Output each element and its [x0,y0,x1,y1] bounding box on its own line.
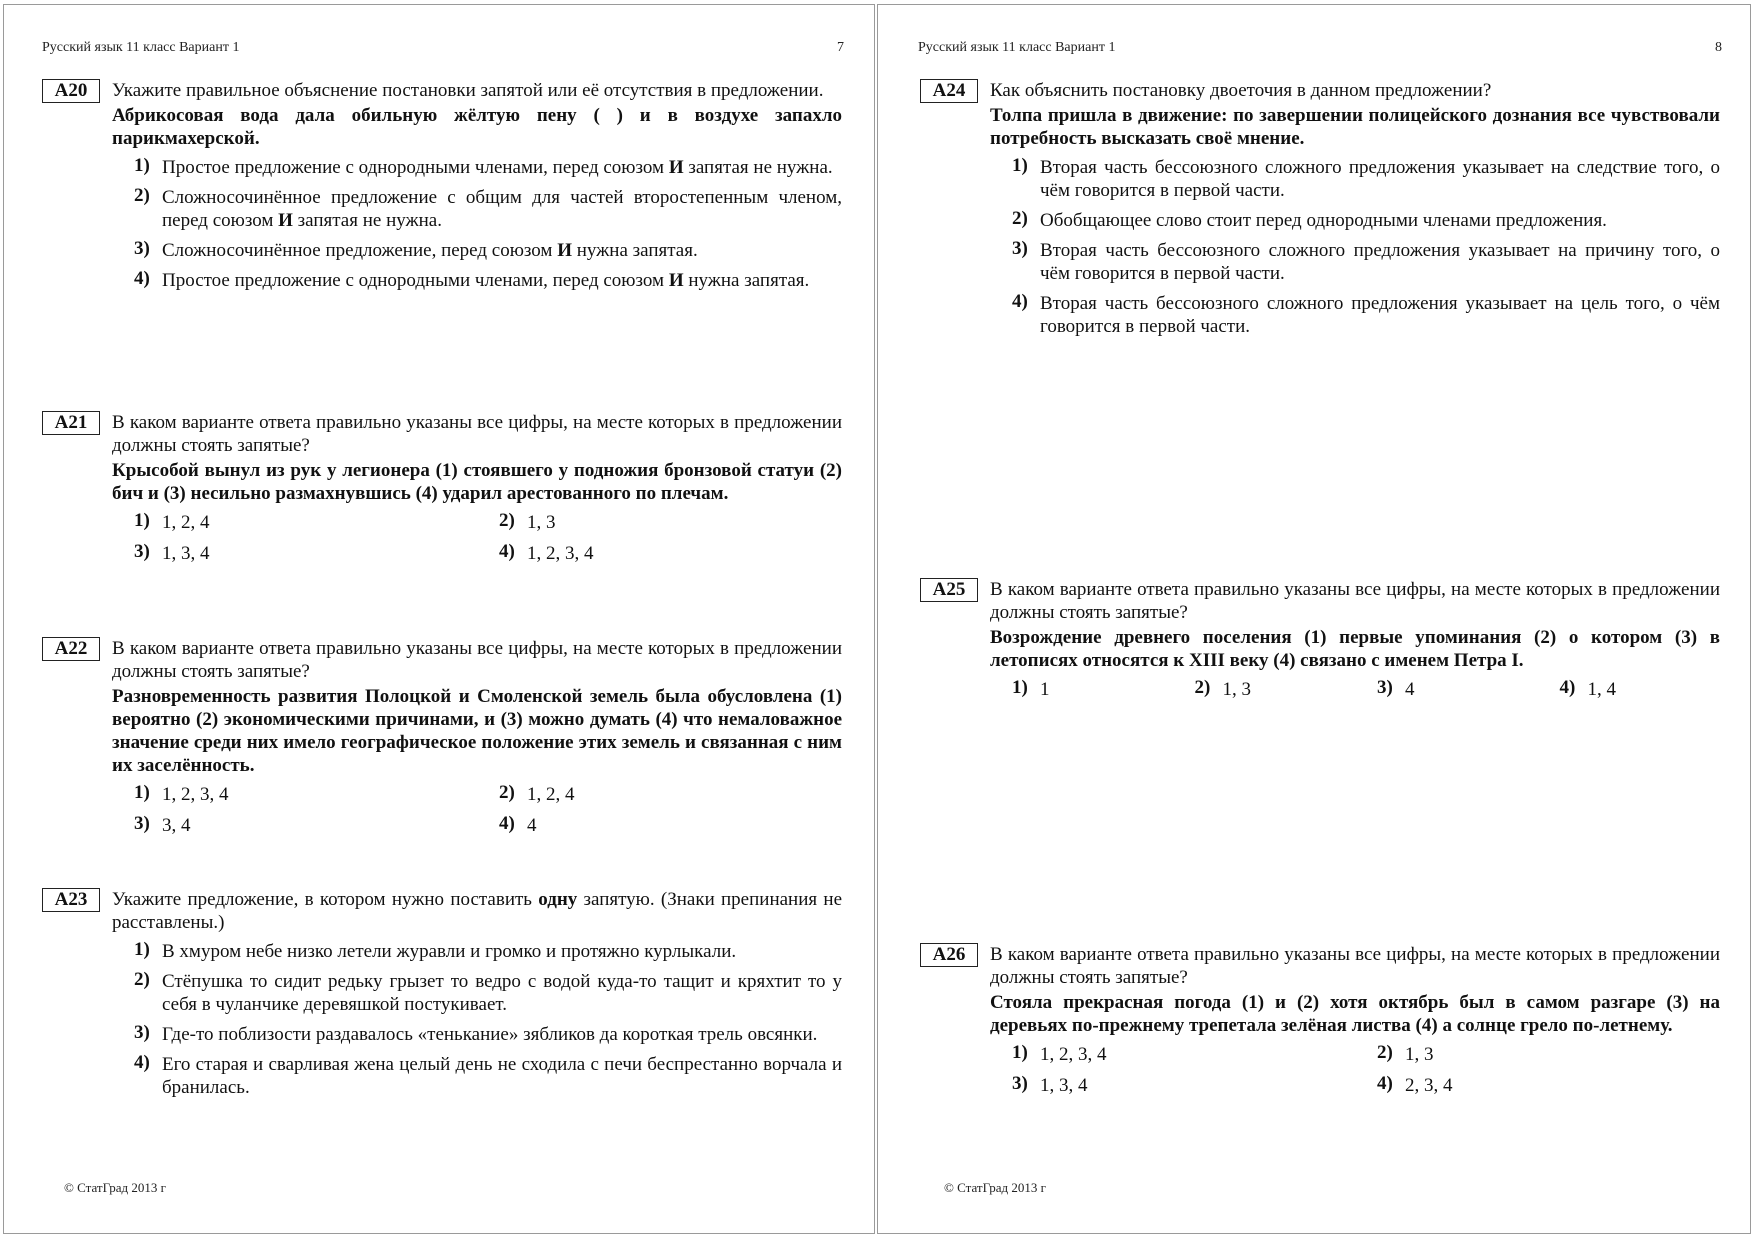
option-number: 1) [134,510,150,531]
question-prompt: Укажите правильное объяснение постановки запятой или её отсутствия в предложении. [112,80,824,101]
option-number: 2) [1012,208,1028,229]
option-text: 1, 3, 4 [1040,1075,1088,1096]
answer-options [990,1043,1720,1105]
answer-options [112,940,842,1099]
answer-option[interactable] [112,814,477,837]
option-text: Простое предложение с однородными членами, перед союзом [162,270,669,291]
option-number: 3) [134,541,150,562]
answer-option[interactable] [1355,678,1538,701]
option-number: 4) [1559,677,1576,698]
option-number: 4) [499,541,515,562]
answer-option[interactable] [1355,1074,1720,1097]
answer-option[interactable] [1173,678,1356,701]
option-number: 4) [499,813,515,834]
page-footer: © СтатГрад 2013 г [944,1180,1046,1195]
question-sentence: Разновременность развития Полоцкой и Смоленской земель была обусловлена (1) вероятно (2) экономическими причинами, и (3) можно думать (4) что немаловажное значение среди них имело географическое положение этих земель и связанная с ним их заселённость. [112,686,842,776]
option-number: 3) [134,238,150,259]
answer-option[interactable] [990,678,1173,701]
option-number: 2) [499,510,515,531]
option-number: 2) [499,782,515,803]
page-header: Русский язык 11 класс Вариант 1 [918,40,1116,55]
option-keyword: И [278,210,293,231]
option-text: 1, 4 [1587,679,1616,700]
option-text: запятая не нужна. [292,210,442,231]
question-sentence: Крысобой вынул из рук у легионера (1) стоявшего у подножия бронзовой статуи (2) бич и (3) несильно размахнувшись (4) ударил арестованного по плечам. [112,460,842,504]
page-left [3,4,875,1234]
option-number: 4) [134,1052,150,1073]
option-keyword: И [668,157,684,178]
question-body [990,943,1720,1105]
answer-option[interactable] [112,269,842,292]
answer-option[interactable] [112,186,842,232]
option-text: нужна запятая. [683,270,810,291]
answer-option[interactable] [112,970,842,1016]
option-text: Стёпушка то сидит редьку грызет то ведро с водой куда-то тащит и кряхтит то у себя в чуланчике деревяшкой постукивает. [162,971,842,1015]
answer-options [112,511,842,573]
question-body [112,637,842,845]
option-text: Его старая и сварливая жена целый день не сходила с печи беспрестанно ворчала и бранилась. [162,1054,842,1098]
option-text: Вторая часть бессоюзного сложного предложения указывает на следствие того, о чём говорится в первой части. [1040,157,1720,201]
question-label: А22 [42,637,100,661]
page-footer: © СтатГрад 2013 г [64,1180,166,1195]
option-text: Простое предложение с однородными членами, перед союзом [162,157,669,178]
question-sentence: Абрикосовая вода дала обильную жёлтую пену ( ) и в воздухе запахло парикмахерской. [112,105,842,149]
page-right [877,4,1751,1234]
answer-option[interactable] [990,1074,1355,1097]
page-header: Русский язык 11 класс Вариант 1 [42,40,240,55]
question-prompt: В каком варианте ответа правильно указаны все цифры, на месте которых в предложении должны стоять запятые? [112,638,842,682]
option-text: 1, 2, 3, 4 [527,543,594,564]
question-body [990,578,1720,709]
question-label: А23 [42,888,100,912]
option-number: 2) [1377,1042,1393,1063]
answer-option[interactable] [990,156,1720,202]
answer-option[interactable] [990,292,1720,338]
answer-option[interactable] [477,814,842,837]
question-body [112,888,842,1106]
question-sentence: Толпа пришла в движение: по завершении полицейского дознания все чувствовали потребность высказать своё мнение. [990,105,1720,149]
question-body [990,79,1720,345]
option-number: 1) [1012,155,1028,176]
option-text: 2, 3, 4 [1405,1075,1453,1096]
option-keyword: И [557,240,572,261]
question-label: А24 [920,79,978,103]
option-text: Вторая часть бессоюзного сложного предложения указывает на цель того, о чём говорится в первой части. [1040,293,1720,337]
option-text: 4 [1405,679,1415,700]
option-number: 1) [134,939,150,960]
option-number: 3) [1012,1073,1028,1094]
option-number: 1) [134,155,150,176]
question-label: А26 [920,943,978,967]
answer-options [990,678,1720,709]
option-text: 1, 2, 3, 4 [162,784,229,805]
option-text: запятая не нужна. [683,157,833,178]
option-number: 4) [1012,291,1028,312]
question-body [112,411,842,573]
page-number: 8 [1715,40,1722,55]
prompt-keyword: одну [538,889,578,910]
answer-option[interactable] [112,1023,842,1046]
option-text: В хмуром небе низко летели журавли и громко и протяжно курлыкали. [162,941,737,962]
option-text: 1 [1040,679,1050,700]
question-label: А25 [920,578,978,602]
option-text: 1, 2, 3, 4 [1040,1044,1107,1065]
option-number: 4) [1377,1073,1393,1094]
option-text: 1, 2, 4 [162,512,210,533]
answer-option[interactable] [1538,678,1721,701]
answer-option[interactable] [112,940,842,963]
option-text: Сложносочинённое предложение с общим для частей второстепенным членом, перед союзом [162,187,842,231]
option-text: 4 [527,815,537,836]
answer-options [112,783,842,845]
answer-option[interactable] [112,511,477,534]
option-number: 3) [134,1022,150,1043]
answer-option[interactable] [477,542,842,565]
option-number: 3) [1377,677,1393,698]
answer-option[interactable] [477,783,842,806]
page-number: 7 [837,40,844,55]
option-number: 1) [1012,1042,1028,1063]
question-prompt: В каком варианте ответа правильно указаны все цифры, на месте которых в предложении должны стоять запятые? [112,412,842,456]
question-prompt: В каком варианте ответа правильно указаны все цифры, на месте которых в предложении должны стоять запятые? [990,944,1720,988]
option-number: 1) [134,782,150,803]
answer-options [112,156,842,292]
option-number: 2) [134,969,150,990]
question-sentence: Стояла прекрасная погода (1) и (2) хотя октябрь был в самом разгаре (3) на деревьях по-прежнему трепетала зелёная листва (4) а солнце грело по-летнему. [990,992,1720,1036]
prompt-text: запятую. (Знаки препинания не расставлены.) [112,889,843,933]
answer-option[interactable] [990,1043,1355,1066]
option-text: Сложносочинённое предложение, перед союзом [162,240,558,261]
question-prompt: В каком варианте ответа правильно указаны все цифры, на месте которых в предложении должны стоять запятые? [990,579,1720,623]
question-label: А20 [42,79,100,103]
question-prompt: Как объяснить постановку двоеточия в данном предложении? [990,80,1492,101]
question-prompt [112,888,842,934]
answer-option[interactable] [990,209,1720,232]
option-text: нужна запятая. [572,240,698,261]
question-label: А21 [42,411,100,435]
option-text: Обобщающее слово стоит перед однородными членами предложения. [1040,210,1607,231]
option-number: 2) [1194,677,1211,698]
option-text: 1, 2, 4 [527,784,575,805]
option-number: 1) [1012,677,1028,698]
option-text: 1, 3, 4 [162,543,210,564]
option-text: 1, 3 [1222,679,1251,700]
answer-option[interactable] [112,783,477,806]
option-text: 1, 3 [527,512,556,533]
option-number: 3) [1012,238,1028,259]
answer-option[interactable] [112,156,842,179]
answer-option[interactable] [112,239,842,262]
prompt-text: Укажите предложение, в котором нужно поставить [112,889,539,910]
option-text: Вторая часть бессоюзного сложного предложения указывает на причину того, о чём говорится в первой части. [1040,240,1720,284]
option-number: 4) [134,268,150,289]
option-text: 3, 4 [162,815,191,836]
answer-option[interactable] [990,239,1720,285]
answer-options [990,156,1720,338]
question-sentence: Возрождение древнего поселения (1) первые упоминания (2) о котором (3) в летописях относятся к XIII веку (4) связано с именем Петра I. [990,627,1720,671]
option-number: 2) [134,185,150,206]
answer-option[interactable] [477,511,842,534]
answer-option[interactable] [112,1053,842,1099]
option-text: Где-то поблизости раздавалось «тенькание» зябликов да короткая трель овсянки. [162,1024,818,1045]
option-number: 3) [134,813,150,834]
answer-option[interactable] [1355,1043,1720,1066]
question-body [112,79,842,299]
option-text: 1, 3 [1405,1044,1434,1065]
answer-option[interactable] [112,542,477,565]
option-keyword: И [668,270,684,291]
